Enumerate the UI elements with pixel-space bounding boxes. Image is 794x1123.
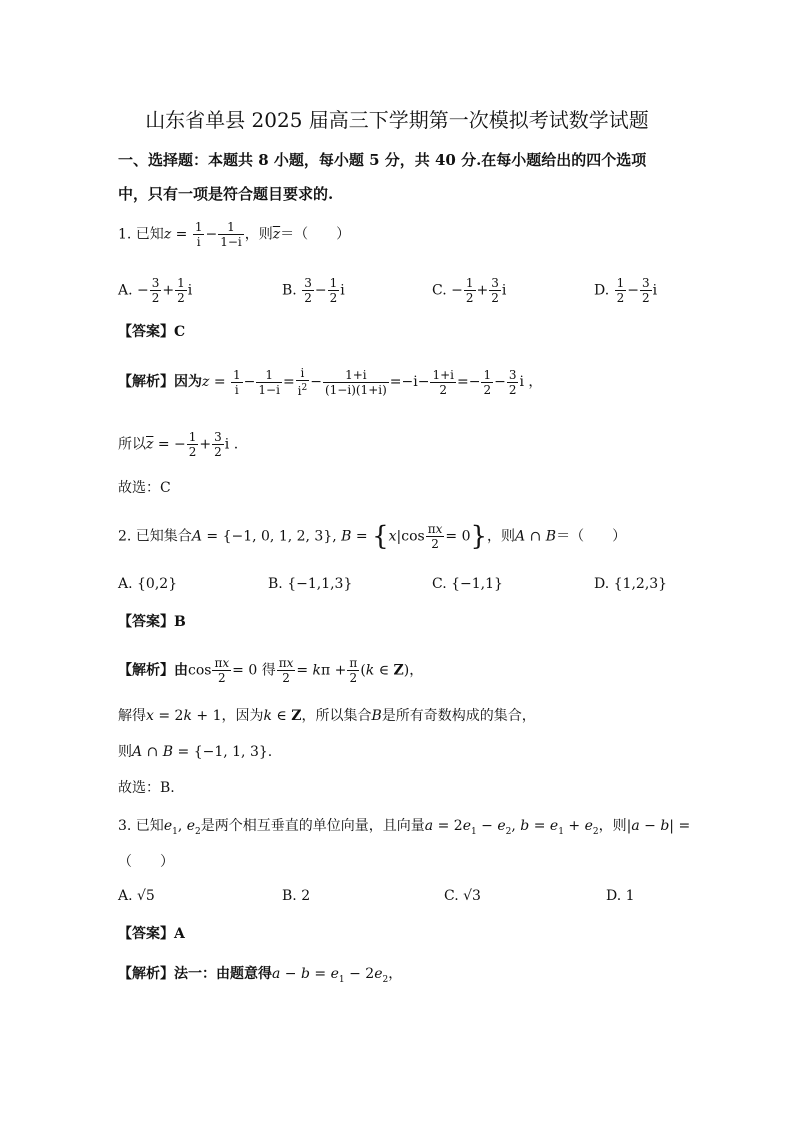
q3-option-c[interactable]: C. √3 xyxy=(444,888,481,904)
q3-option-d[interactable]: D. 1 xyxy=(606,888,635,904)
section-heading-line2: 中，只有一项是符合题目要求的. xyxy=(118,185,334,203)
q3-analysis: 【解析】法一：由题意得$a - b = e_1 - 2e_2$， xyxy=(118,966,403,985)
q2-analysis: 【解析】由cos $\frac{\pi x}{2}$ = 0 得 $\frac{\pi x}{2}$ = kπ + $\frac{\pi}{2}$ (k ∈ Z)， xyxy=(118,656,424,685)
q2-option-d[interactable]: D. {1,2,3} xyxy=(594,576,668,592)
q1-option-b[interactable]: B. $\frac{3}{2}$ − $\frac{1}{2}$ i xyxy=(282,276,345,305)
q3-answer: 【答案】A xyxy=(118,926,185,942)
q3-option-b[interactable]: B. 2 xyxy=(282,888,311,904)
section-heading-line1: 一、选择题：本题共 8 小题，每小题 5 分，共 40 分.在每小题给出的四个选项 xyxy=(118,151,647,169)
q3-stem: 3. 已知$e_1$, $e_2$是两个相互垂直的单位向量，且向量$a = 2e_1 - e_2$, $b = e_1 + e_2$，则|a − b| = xyxy=(118,818,691,837)
q3-paren: （ ） xyxy=(118,854,174,870)
q2-option-b[interactable]: B. {−1,1,3} xyxy=(268,576,353,592)
q2-result: 则A ∩ B = {−1, 1, 3}. xyxy=(118,744,273,760)
q2-stem: 2. 已知集合A = {−1, 0, 1, 2, 3}, B = {x|cos $\frac{\pi x}{2}$ = 0}，则A ∩ B＝（ ） xyxy=(118,521,627,552)
q2-solve: 解得x = 2k + 1，因为k ∈ Z，所以集合B是所有奇数构成的集合， xyxy=(118,708,536,724)
page-title: 山东省单县 2025 届高三下学期第一次模拟考试数学试题 xyxy=(145,108,649,132)
q1-analysis: 【解析】因为z = $\frac{1}{i}$ − $\frac{1}{1-i}$ = $\frac{i}{i^2}$ − $\frac{1+i}{(1-i)(1+i)}$ =−i− $\frac{1+i}{2}$ =− $\frac{1}{2}$ − $\frac{3}{2}$ i ， xyxy=(118,366,543,398)
q1-option-d[interactable]: D. $\frac{1}{2}$ − $\frac{3}{2}$ i xyxy=(594,276,658,305)
q3-option-a[interactable]: A. √5 xyxy=(118,888,155,904)
q2-option-a[interactable]: A. {0,2} xyxy=(118,576,178,592)
q2-answer: 【答案】B xyxy=(118,614,186,630)
q1-conclusion: 所以$\overline{z}$ = − $\frac{1}{2}$ + $\frac{3}{2}$ i . xyxy=(118,430,239,459)
q2-option-c[interactable]: C. {−1,1} xyxy=(432,576,503,592)
q1-option-a[interactable]: A. − $\frac{3}{2}$ + $\frac{1}{2}$ i xyxy=(118,276,193,305)
q1-option-c[interactable]: C. − $\frac{1}{2}$ + $\frac{3}{2}$ i xyxy=(432,276,507,305)
q2-choose: 故选：B. xyxy=(118,780,175,796)
q1-stem: 1. 已知z = $\frac{1}{i}$ − $\frac{1}{1-i}$ ，则$\overline{z}=$（ ） xyxy=(118,220,351,249)
q1-choose: 故选：C xyxy=(118,480,171,496)
q1-answer: 【答案】C xyxy=(118,324,186,340)
